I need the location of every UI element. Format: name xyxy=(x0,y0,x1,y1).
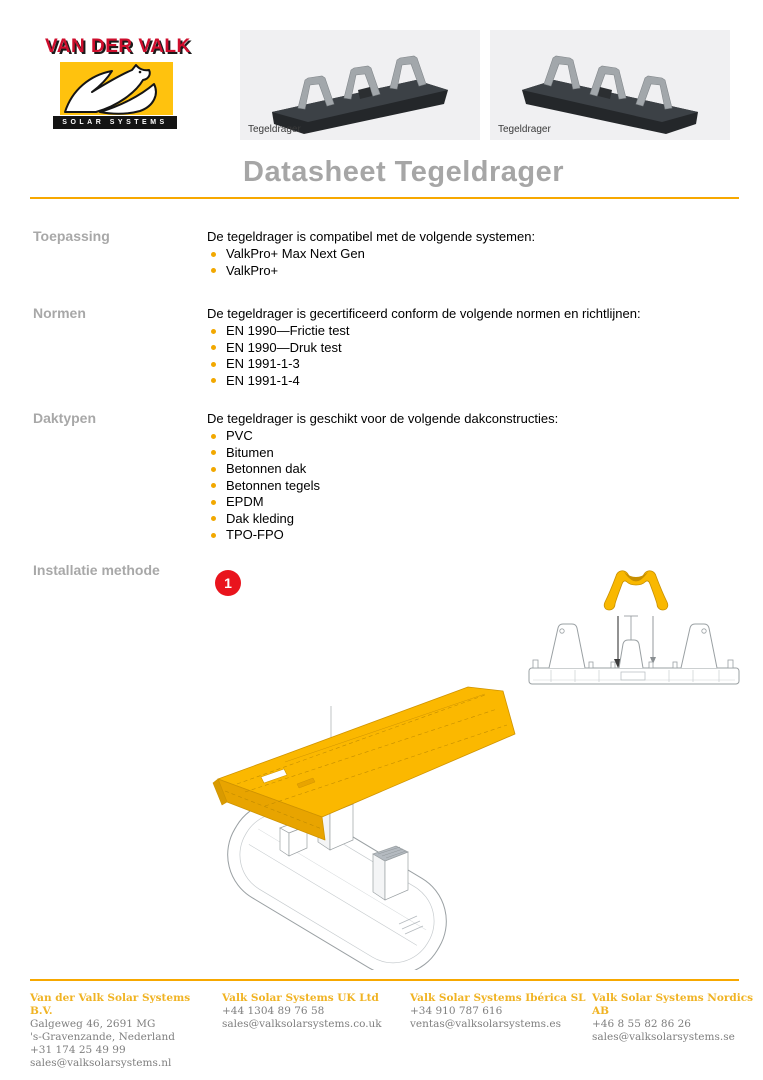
list-item xyxy=(207,494,747,511)
list-item xyxy=(207,461,747,478)
footer-company-name: Valk Solar Systems Ibérica SL xyxy=(410,992,586,1004)
section-heading: Toepassing xyxy=(33,228,110,244)
installation-diagram-side-view xyxy=(523,558,745,693)
brand-subtitle: SOLAR SYSTEMS xyxy=(53,116,177,129)
footer-phone: +34 910 787 616 xyxy=(410,1005,503,1017)
product-image-1 xyxy=(240,30,480,140)
bullet-icon xyxy=(211,345,216,350)
list-item xyxy=(207,511,747,528)
footer-company-name: Valk Solar Systems Nordics AB xyxy=(592,992,754,1017)
bullet-icon xyxy=(211,533,216,538)
bullet-icon xyxy=(211,500,216,505)
bullet-list xyxy=(207,246,747,279)
list-item xyxy=(207,263,747,280)
footer-phone: +31 174 25 49 99 xyxy=(30,1044,126,1056)
footer-column-nl xyxy=(30,992,216,1070)
bullet-text: Dak kleding xyxy=(226,510,294,526)
footer-company-name: Valk Solar Systems UK Ltd xyxy=(222,992,379,1004)
bullet-text: Bitumen xyxy=(226,444,274,460)
footer-column-se xyxy=(592,992,757,1044)
footer-email: ventas@valksolarsystems.es xyxy=(410,1018,561,1030)
bullet-text: EN 1990—Druk test xyxy=(226,339,342,355)
list-item xyxy=(207,340,747,357)
bullet-list xyxy=(207,323,747,389)
footer-email: sales@valksolarsystems.nl xyxy=(30,1057,172,1069)
bullet-icon xyxy=(211,516,216,521)
bullet-icon xyxy=(211,378,216,383)
product-image-caption: Tegeldrager xyxy=(498,124,551,135)
section-intro: De tegeldrager is geschikt voor de volgende dakconstructies: xyxy=(207,411,559,426)
list-item xyxy=(207,445,747,462)
list-item xyxy=(207,246,747,263)
step-1-badge: 1 xyxy=(215,570,241,596)
section-heading: Installatie methode xyxy=(33,562,160,578)
product-image-caption: Tegeldrager xyxy=(248,124,301,135)
list-item xyxy=(207,356,747,373)
list-item xyxy=(207,373,747,390)
footer-address-line: 's-Gravenzande, Nederland xyxy=(30,1031,176,1043)
bullet-text: PVC xyxy=(226,428,253,443)
footer-email: sales@valksolarsystems.co.uk xyxy=(222,1018,382,1030)
bullet-text: ValkPro+ xyxy=(226,262,279,278)
bullet-list xyxy=(207,428,747,544)
footer-phone: +46 8 55 82 86 26 xyxy=(592,1018,691,1030)
footer-address-line: Galgeweg 46, 2691 MG xyxy=(30,1018,156,1030)
list-item xyxy=(207,428,747,445)
clip-insert-diagram-icon xyxy=(523,558,745,693)
product-image-2 xyxy=(490,30,730,140)
brand-name: VAN DER VALK xyxy=(45,36,191,57)
bullet-icon xyxy=(211,483,216,488)
bullet-text: ValkPro+ Max Next Gen xyxy=(226,246,365,261)
bullet-icon xyxy=(211,467,216,472)
installation-illustration xyxy=(185,678,525,970)
list-item xyxy=(207,323,747,340)
list-item xyxy=(207,527,747,544)
bullet-text: EN 1991-1-4 xyxy=(226,372,300,388)
bullet-icon xyxy=(211,450,216,455)
footer-column-es xyxy=(410,992,586,1031)
section-heading: Normen xyxy=(33,305,86,321)
bullet-text: TPO-FPO xyxy=(226,527,284,542)
page-title: Datasheet Tegeldrager xyxy=(243,156,565,188)
footer-divider xyxy=(30,979,739,981)
footer-phone: +44 1304 89 76 58 xyxy=(222,1005,325,1017)
bullet-icon xyxy=(211,362,216,367)
title-divider xyxy=(30,197,739,199)
section-heading: Daktypen xyxy=(33,410,97,426)
falcon-logo-icon xyxy=(60,62,173,115)
list-item xyxy=(207,478,747,495)
tile-on-tegeldrager-icon xyxy=(185,678,525,970)
bullet-text: Betonnen tegels xyxy=(226,477,320,493)
bullet-icon xyxy=(211,268,216,273)
section-intro: De tegeldrager is compatibel met de volgende systemen: xyxy=(207,229,536,244)
bullet-text: Betonnen dak xyxy=(226,461,307,476)
footer-company-name: Van der Valk Solar Systems B.V. xyxy=(30,992,191,1017)
falcon-icon xyxy=(60,62,173,115)
bullet-icon xyxy=(211,434,216,439)
brand-logo xyxy=(0,0,220,150)
bullet-icon xyxy=(211,252,216,257)
bullet-text: EN 1990—Frictie test xyxy=(226,323,350,338)
footer-email: sales@valksolarsystems.se xyxy=(592,1031,735,1043)
footer-column-uk xyxy=(222,992,404,1031)
bullet-icon xyxy=(211,329,216,334)
bullet-text: EN 1991-1-3 xyxy=(226,356,300,371)
bullet-text: EPDM xyxy=(226,494,264,509)
section-intro: De tegeldrager is gecertificeerd conform de volgende normen en richtlijnen: xyxy=(207,306,641,321)
